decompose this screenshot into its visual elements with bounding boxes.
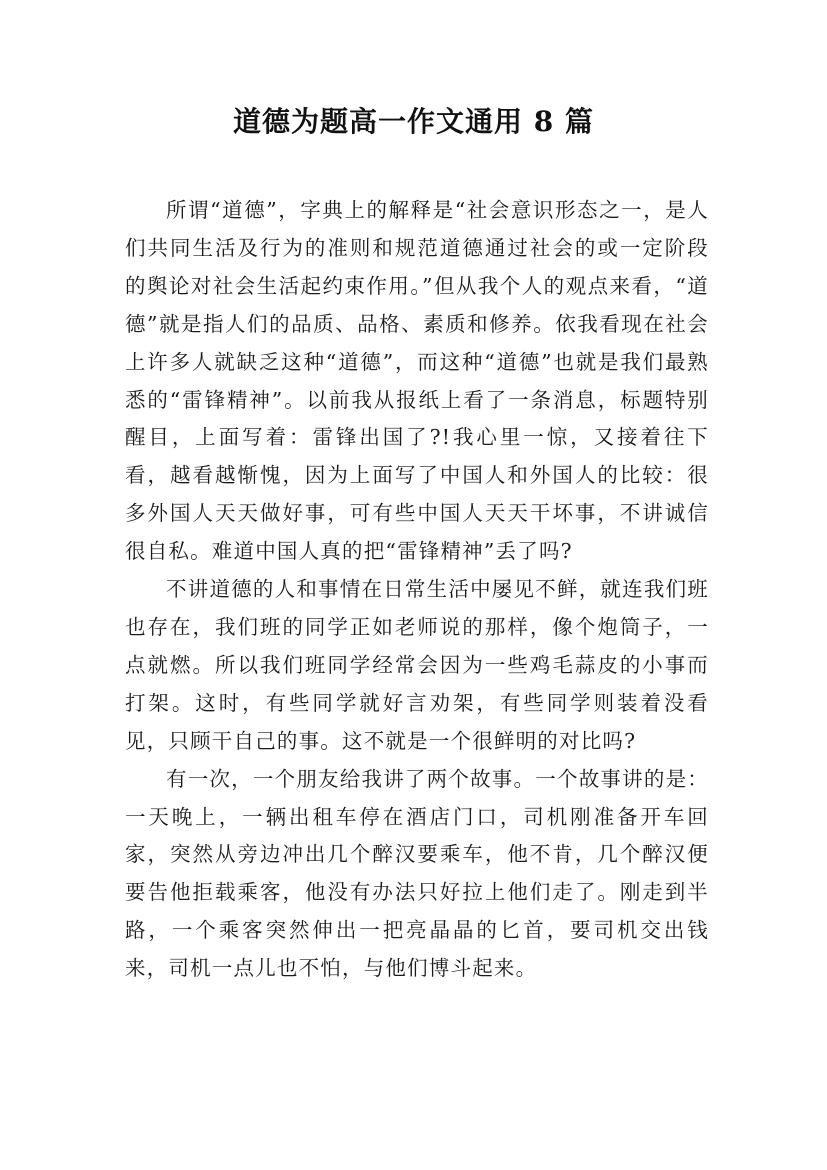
document-body — [125, 192, 709, 988]
paragraph-2: 不讲道德的人和事情在日常生活中屡见不鲜，就连我们班也存在，我们班的同学正如老师说的那样，像个炮筒子，一点就燃。所以我们班同学经常会因为一些鸡毛蒜皮的小事而打架。这时，有些同学就好言劝架，有些同学则装着没看见，只顾干自己的事。这不就是一个很鲜明的对比吗? — [125, 577, 709, 753]
document-title: 道德为题高一作文通用 8 篇 — [233, 105, 594, 138]
paragraph-1: 所谓“道德”，字典上的解释是“社会意识形态之一，是人们共同生活及行为的准则和规范道德通过社会的或一定阶段的舆论对社会生活起约束作用。”但从我个人的观点来看，“道德”就是指人们的品质、品格、素质和修养。依我看现在社会上许多人就缺乏这种“道德”，而这种“道德”也就是我们最熟悉的“雷锋精神”。以前我从报纸上看了一条消息，标题特别醒目，上面写着：雷锋出国了?!我心里一惊，又接着往下看，越看越惭愧，因为上面写了中国人和外国人的比较：很多外国人天天做好事，可有些中国人天天干坏事，不讲诚信很自私。难道中国人真的把“雷锋精神”丢了吗? — [125, 198, 709, 564]
paragraph-3: 有一次，一个朋友给我讲了两个故事。一个故事讲的是：一天晚上，一辆出租车停在酒店门口，司机刚准备开车回家，突然从旁边冲出几个醉汉要乘车，他不肯，几个醉汉便要告他拒载乘客，他没有办法只好拉上他们走了。刚走到半路，一个乘客突然伸出一把亮晶晶的匕首，要司机交出钱来，司机一点儿也不怕，与他们博斗起来。 — [125, 766, 709, 981]
